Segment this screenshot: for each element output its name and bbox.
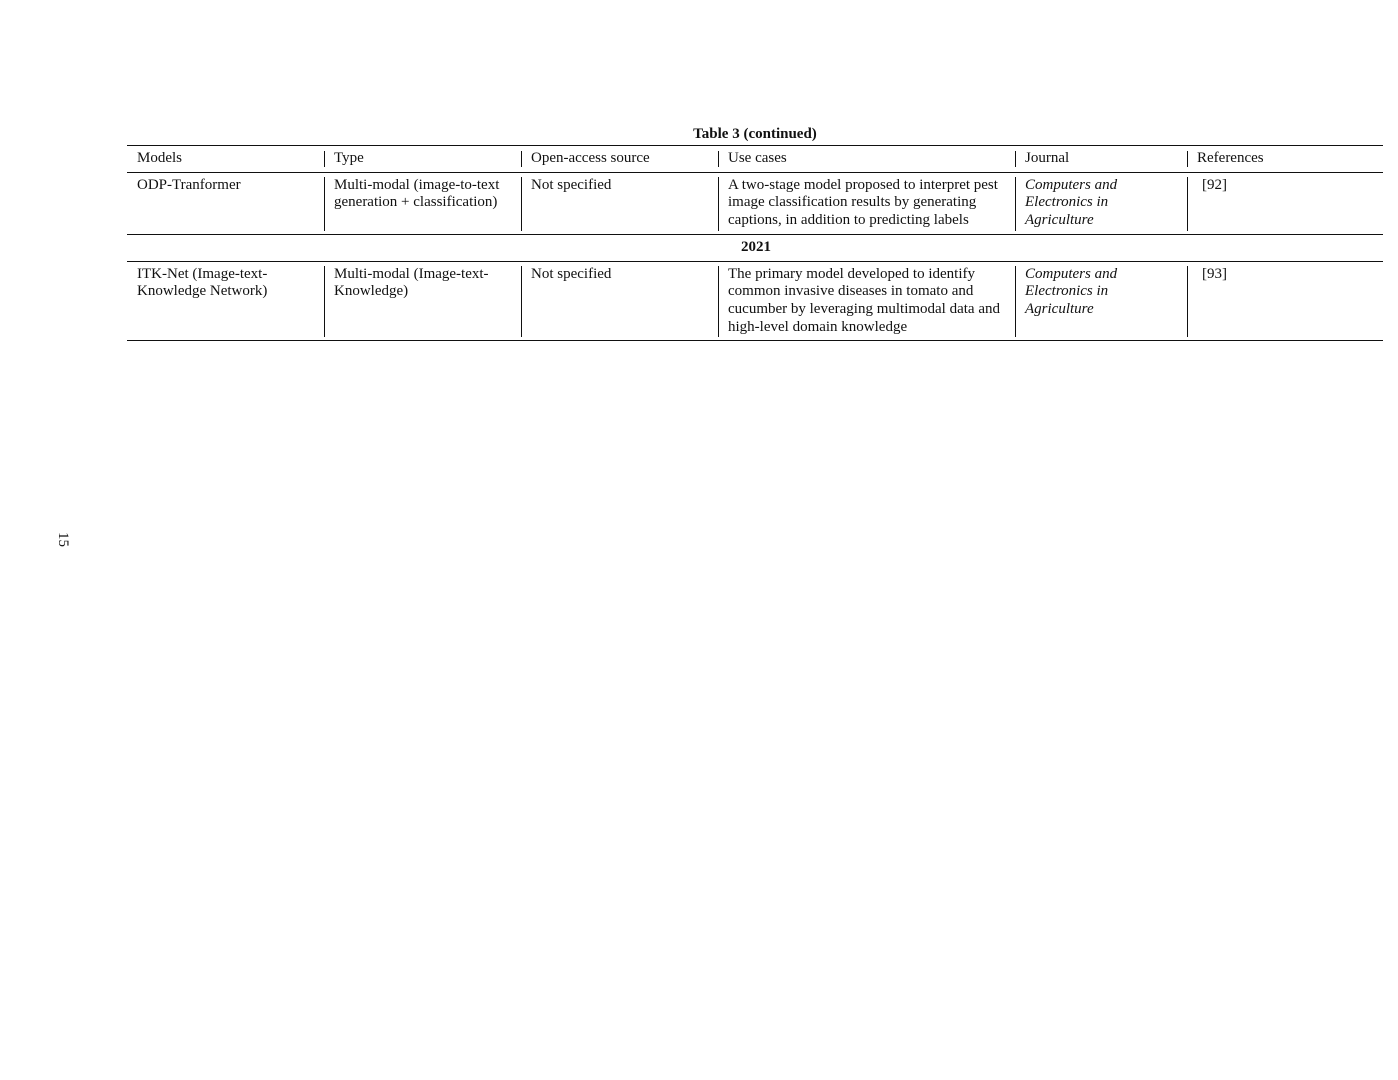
table-row (127, 172, 1383, 234)
header-references: References (1187, 146, 1383, 173)
year-divider: 2021 (127, 234, 1383, 261)
header-open-access-source: Open-access source (521, 146, 718, 173)
header-models: Models (127, 146, 324, 173)
cell-open-access: Not specified (521, 172, 718, 234)
cell-model: ODP-Tranformer (137, 176, 241, 193)
table-caption: Table 3 (continued) (693, 126, 817, 142)
cell-type: Multi-modal (image-to-text generation + classification) (324, 172, 521, 234)
year-divider-row (127, 234, 1383, 261)
cell-journal: Computers and Electronics in Agriculture (1015, 261, 1187, 341)
cell-reference: [92] (1187, 172, 1383, 234)
cell-use-case: A two-stage model proposed to interpret pest image classification results by generating captions, in addition to predicting labels (718, 172, 1015, 234)
header-use-cases: Use cases (718, 146, 1015, 173)
cell-journal: Computers and Electronics in Agriculture (1015, 172, 1187, 234)
cell-open-access: Not specified (521, 261, 718, 341)
table-row (127, 261, 1383, 341)
page-number: 15 (55, 532, 71, 547)
header-journal: Journal (1015, 146, 1187, 173)
cell-use-case: The primary model developed to identify common invasive diseases in tomato and cucumber by leveraging multimodal data and high-level domain knowledge (718, 261, 1015, 341)
models-table (127, 145, 1383, 341)
header-type: Type (324, 146, 521, 173)
cell-reference: [93] (1187, 261, 1383, 341)
cell-model: ITK-Net (Image-text-Knowledge Network) (127, 261, 324, 341)
cell-type: Multi-modal (Image-text-Knowledge) (324, 261, 521, 341)
table-header-row (127, 146, 1383, 173)
